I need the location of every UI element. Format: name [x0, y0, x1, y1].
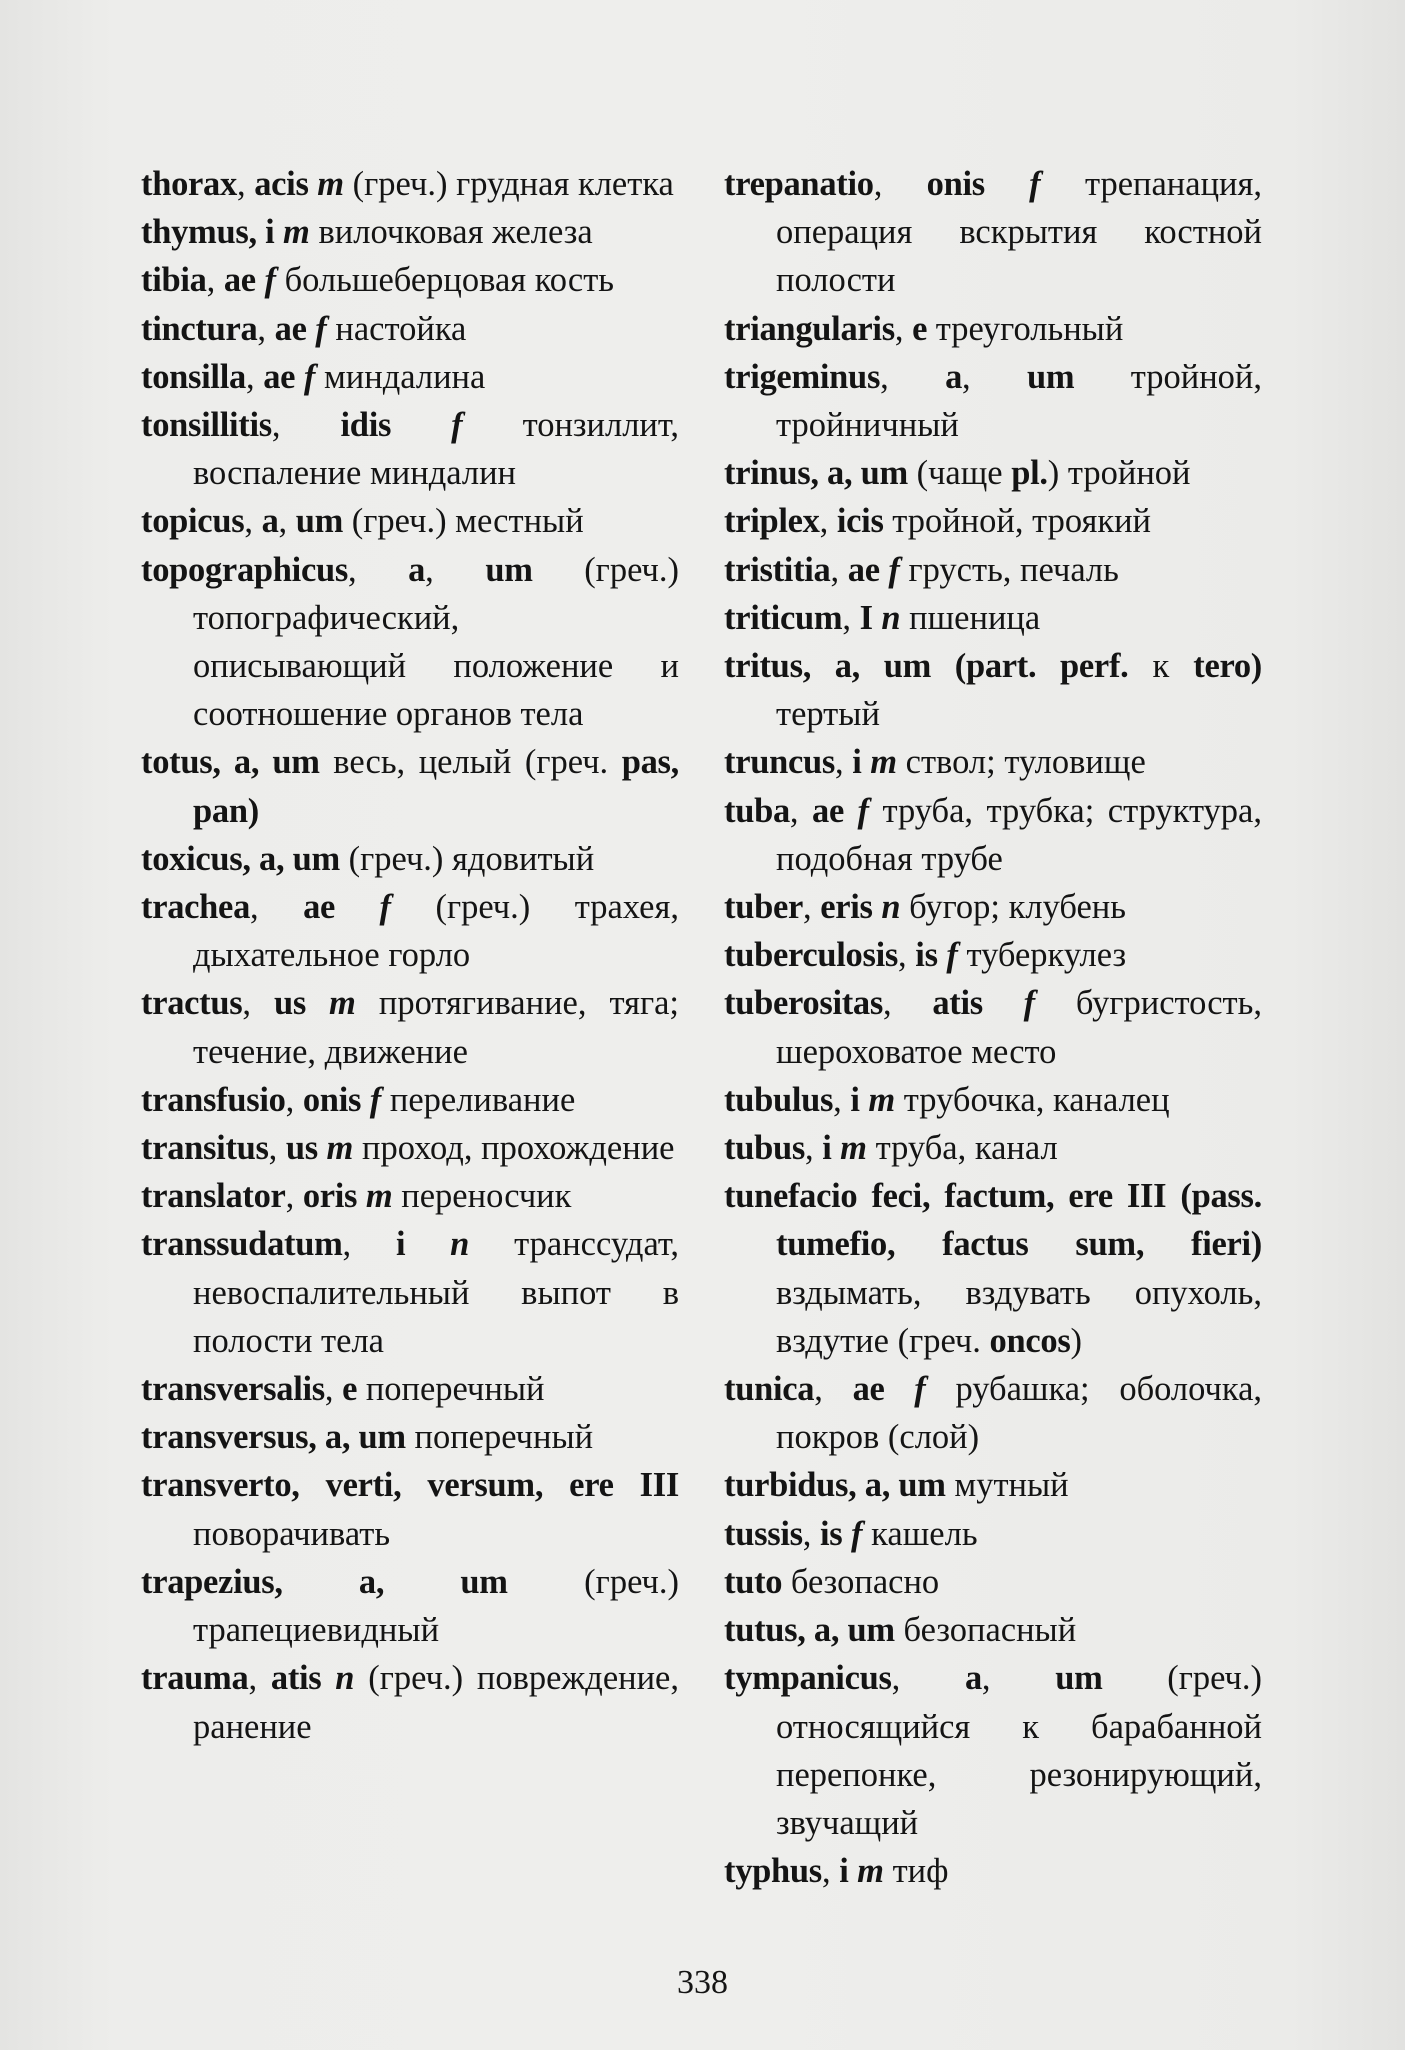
entry-headword: tuberositas [724, 984, 883, 1023]
dictionary-entry [141, 160, 679, 208]
entry-gender-marker: m [840, 1129, 867, 1168]
entry-gender-marker: m [329, 984, 356, 1023]
entry-definition-text: , [880, 357, 946, 396]
entry-definition-text: мутный [945, 1466, 1069, 1505]
entry-definition-text: , [814, 1370, 853, 1409]
entry-definition-text: (греч.) ядовитый [339, 839, 595, 878]
dictionary-entry [724, 1172, 1262, 1365]
entry-headword: tritus, a, um (part. perf. [724, 647, 1129, 686]
dictionary-entry [724, 931, 1262, 979]
entry-headword: acis [254, 165, 309, 203]
entry-headword: is [915, 936, 938, 975]
entry-headword: tibia [141, 261, 207, 300]
entry-gender-marker: f [851, 1514, 863, 1553]
entry-headword: trachea [141, 888, 251, 927]
entry-headword: ae [223, 261, 256, 300]
entry-definition-text: труба, трубка; структура, подобная трубе [776, 791, 1262, 878]
entry-definition-text: (греч.) местный [343, 502, 584, 541]
entry-headword: trauma [141, 1659, 249, 1698]
entry-definition-text: поперечный [357, 1370, 545, 1409]
dictionary-entry [724, 497, 1262, 545]
entry-definition-text [309, 165, 318, 203]
entry-headword: tinctura [141, 309, 258, 348]
entry-headword: a [261, 502, 279, 541]
dictionary-entry [141, 883, 679, 979]
entry-headword: tuber [724, 888, 803, 927]
entry-headword: transitus [141, 1129, 269, 1168]
dictionary-entry [724, 1654, 1262, 1847]
dictionary-entry [141, 1654, 679, 1750]
dictionary-entry [141, 353, 679, 401]
entry-headword: thorax [141, 165, 237, 203]
entry-gender-marker: m [317, 165, 345, 203]
entry-headword: ae [847, 550, 880, 589]
entry-headword: pas, pan) [193, 743, 679, 830]
entry-definition-text: , [342, 1225, 396, 1264]
dictionary-entry [724, 1365, 1262, 1461]
entry-headword: tympanicus [724, 1659, 892, 1698]
entry-definition-text: бугор; клубень [900, 888, 1126, 927]
entry-headword: transverto, verti, versum, ere III [141, 1466, 679, 1505]
entry-definition-text [357, 1177, 366, 1215]
entry-headword: atis [270, 1659, 322, 1698]
entry-definition-text: грусть, печаль [899, 550, 1119, 589]
entry-headword: um [1027, 357, 1075, 396]
entry-definition-text: ) тройной [1047, 454, 1191, 493]
entry-gender-marker: f [946, 936, 958, 975]
entry-definition-text: , [802, 1514, 820, 1553]
entry-definition-text: , [248, 1659, 271, 1698]
entry-gender-marker: n [881, 598, 901, 637]
entry-definition-text [985, 165, 1029, 203]
entry-gender-marker: f [303, 357, 316, 396]
dictionary-entry [141, 835, 679, 883]
entry-headword: triticum [724, 598, 843, 637]
entry-headword: topicus [141, 502, 245, 541]
entry-definition-text: (греч.) относящийся к барабанной перепонке, резонирующий, звучащий [776, 1659, 1263, 1842]
entry-definition-text: (греч.) повреждение, ранение [193, 1659, 679, 1746]
entry-definition-text: весь, целый (греч. [319, 743, 622, 782]
dictionary-entry [724, 1124, 1262, 1172]
dictionary-entry [724, 546, 1262, 594]
dictionary-entry [724, 305, 1262, 353]
dictionary-entry [724, 738, 1262, 786]
dictionary-entry [724, 160, 1262, 305]
entry-gender-marker: m [870, 743, 898, 782]
entry-headword: thymus, i [141, 213, 275, 252]
entry-definition-text [307, 310, 316, 348]
entry-definition-text: тертый [776, 695, 880, 734]
entry-definition-text: треугольный [927, 309, 1124, 348]
entry-definition-text: , [285, 1177, 303, 1216]
entry-definition-text [885, 1370, 915, 1408]
dictionary-entry [724, 353, 1262, 449]
entry-headword: i [852, 743, 862, 782]
entry-definition-text: , [898, 936, 916, 975]
entry-gender-marker: f [264, 261, 276, 300]
dictionary-entry [141, 1461, 679, 1557]
entry-definition-text [335, 888, 379, 926]
entry-headword: atis [932, 984, 983, 1023]
entry-definition-text: , [250, 888, 304, 927]
entry-headword: oncos [989, 1321, 1071, 1360]
entry-definition-text: вздымать, вздувать опухоль, вздутие (греч. [776, 1273, 1262, 1360]
entry-headword: trinus, a, um [724, 454, 908, 493]
dictionary-entry [724, 1510, 1262, 1558]
entry-gender-marker: m [365, 1177, 393, 1216]
entry-gender-marker: m [857, 1852, 884, 1891]
entry-headword: typhus [724, 1852, 822, 1891]
entry-definition-text: , [821, 1852, 840, 1891]
entry-definition-text: , [278, 502, 296, 541]
entry-definition-text: , [830, 550, 848, 589]
entry-definition-text: ствол; туловище [897, 743, 1146, 782]
entry-definition-text [321, 1659, 335, 1697]
entry-gender-marker: f [1023, 984, 1036, 1023]
dictionary-entry [724, 787, 1262, 883]
dictionary-entry [724, 883, 1262, 931]
entry-definition-text: тройной, тройничный [776, 357, 1262, 445]
entry-headword: um [1055, 1659, 1103, 1698]
entry-headword: tussis [724, 1514, 803, 1553]
entry-definition-text: бугристость, шероховатое место [776, 984, 1262, 1071]
left-column [141, 160, 679, 1751]
entry-headword: onis [302, 1080, 362, 1119]
dictionary-entry [724, 1847, 1262, 1895]
entry-definition-text [983, 984, 1024, 1022]
entry-headword: i [839, 1852, 849, 1891]
entry-headword: tuba [724, 791, 790, 830]
entry-definition-text [405, 1225, 450, 1263]
entry-headword: tuberculosis [724, 936, 899, 975]
entry-gender-marker: n [881, 888, 901, 927]
entry-definition-text: , [789, 791, 813, 830]
entry-definition-text: , [285, 1080, 303, 1119]
entry-definition-text: , [883, 984, 933, 1023]
entry-definition-text: безопасный [894, 1611, 1077, 1650]
entry-definition-text: тройной, троякий [883, 502, 1152, 541]
entry-headword: trepanatio [724, 165, 874, 203]
dictionary-entry [141, 1124, 679, 1172]
entry-headword: us [274, 984, 307, 1023]
entry-definition-text: , [268, 1129, 286, 1168]
entry-definition-text: , [819, 502, 837, 541]
entry-headword: a [945, 357, 963, 396]
entry-definition-text: туберкулез [957, 936, 1127, 975]
dictionary-entry [141, 1172, 679, 1220]
dictionary-entry [141, 546, 679, 739]
entry-gender-marker: m [283, 213, 310, 252]
entry-headword: transsudatum [141, 1225, 343, 1264]
entry-headword: totus, a, um [141, 743, 320, 782]
entry-headword: eris [820, 888, 873, 927]
entry-headword: ae [274, 309, 307, 348]
entry-definition-text: поворачивать [193, 1514, 391, 1553]
entry-definition-text: (греч.) трахея, дыхательное горло [193, 888, 679, 975]
dictionary-entry [724, 642, 1262, 738]
entry-definition-text: , [347, 550, 409, 589]
entry-headword: transversus, a, um [141, 1418, 406, 1457]
entry-definition-text: , [244, 502, 262, 541]
entry-headword: onis [926, 165, 985, 203]
entry-definition-text: , [891, 1659, 965, 1698]
entry-definition-text: трепанация, операция вскрытия костной полости [776, 165, 1262, 300]
entry-definition-text: проход, прохождение [353, 1129, 675, 1168]
entry-definition-text [848, 1852, 857, 1890]
entry-headword: i [396, 1225, 406, 1264]
entry-headword: tutus, a, um [724, 1611, 895, 1650]
entry-definition-text: труба, канал [867, 1129, 1058, 1168]
entry-definition-text: пшеница [900, 598, 1041, 637]
entry-definition-text: переливание [381, 1080, 576, 1119]
entry-headword: tunefacio feci, factum, ere III (pass. tumefio, factus sum, fieri) [724, 1177, 1262, 1264]
dictionary-entry [141, 1413, 679, 1461]
entry-headword: tubus [724, 1129, 805, 1168]
entry-headword: i [822, 1129, 832, 1168]
entry-definition-text: , [804, 1129, 823, 1168]
dictionary-entry [724, 1461, 1262, 1509]
dictionary-entry [141, 305, 679, 353]
entry-headword: a [408, 550, 426, 589]
dictionary-entry [141, 497, 679, 545]
entry-definition-text: переносчик [392, 1177, 572, 1216]
dictionary-entry [141, 979, 679, 1075]
dictionary-entry [724, 1076, 1262, 1124]
entry-gender-marker: f [315, 309, 327, 348]
entry-definition-text: , [242, 984, 274, 1023]
dictionary-entry [141, 1558, 679, 1654]
entry-gender-marker: f [914, 1370, 926, 1409]
entry-headword: us [285, 1129, 318, 1168]
entry-definition-text: (греч.) топографический, описывающий положение и соотношение органов тела [193, 550, 680, 734]
entry-headword: e [342, 1370, 358, 1409]
entry-headword: trigeminus [724, 357, 881, 396]
entry-definition-text [318, 1129, 327, 1167]
entry-headword: pl. [1011, 454, 1048, 493]
entry-definition-text: (греч.) грудная клетка [344, 165, 674, 203]
dictionary-entry [141, 256, 679, 304]
entry-headword: tonsillitis [141, 406, 272, 445]
entry-gender-marker: f [451, 406, 463, 445]
entry-gender-marker: f [379, 888, 392, 927]
entry-gender-marker: f [888, 550, 900, 589]
entry-definition-text [842, 1515, 851, 1553]
entry-headword: a [964, 1659, 982, 1698]
entry-definition-text: тиф [883, 1852, 949, 1891]
entry-headword: ae [852, 1370, 885, 1409]
entry-definition-text [832, 1129, 841, 1167]
entry-headword: transversalis [141, 1370, 325, 1409]
entry-headword: tero) [1193, 647, 1262, 686]
entry-headword: tunica [724, 1370, 815, 1409]
entry-headword: tristitia [724, 550, 831, 589]
entry-definition-text: ) [1070, 1321, 1082, 1360]
dictionary-entry [141, 1076, 679, 1124]
entry-definition-text [391, 406, 451, 444]
entry-definition-text: трубочка, каналец [895, 1080, 1170, 1119]
entry-definition-text: , [981, 1659, 1056, 1698]
entry-definition-text: безопасно [782, 1562, 940, 1601]
entry-definition-text: миндалина [315, 357, 486, 396]
entry-definition-text [295, 358, 304, 396]
entry-headword: transfusio [141, 1080, 286, 1119]
entry-headword: idis [340, 406, 392, 445]
entry-definition-text: , [324, 1370, 343, 1409]
entry-gender-marker: m [868, 1080, 896, 1119]
entry-headword: triplex [724, 502, 820, 541]
entry-gender-marker: f [369, 1080, 382, 1119]
right-column [724, 160, 1262, 1895]
entry-definition-text: , [833, 1080, 851, 1119]
entry-definition-text: , [271, 406, 341, 445]
dictionary-entry [724, 1606, 1262, 1654]
entry-headword: turbidus, a, um [724, 1466, 946, 1505]
entry-definition-text: , [894, 309, 913, 348]
dictionary-entry [724, 979, 1262, 1075]
entry-headword: um [485, 550, 533, 589]
entry-definition-text [361, 1081, 370, 1119]
entry-definition-text: протягивание, тяга; течение, движение [193, 984, 680, 1071]
dictionary-entry [141, 401, 679, 497]
entry-definition-text: транссудат, невоспалительный выпот в полости тела [193, 1225, 680, 1360]
entry-definition-text: , [873, 165, 927, 203]
entry-definition-text: , [842, 598, 860, 637]
entry-definition-text: большеберцовая кость [275, 261, 615, 300]
entry-gender-marker: m [326, 1129, 354, 1168]
entry-gender-marker: f [1029, 165, 1041, 203]
entry-headword: tubulus [724, 1080, 834, 1119]
dictionary-entry [724, 594, 1262, 642]
entry-gender-marker: f [857, 791, 869, 830]
entry-headword: um [295, 502, 344, 541]
entry-definition-text [274, 213, 283, 251]
dictionary-entry [724, 449, 1262, 497]
entry-headword: translator [141, 1177, 286, 1216]
entry-headword: tractus [141, 984, 243, 1023]
dictionary-entry [141, 1365, 679, 1413]
entry-definition-text: тонзиллит, воспаление миндалин [193, 406, 680, 493]
entry-definition-text: , [206, 261, 224, 300]
entry-definition-text: поперечный [405, 1418, 594, 1457]
entry-headword: triangularis [724, 309, 895, 348]
dictionary-entry [724, 1558, 1262, 1606]
entry-definition-text: (чаще [907, 454, 1012, 493]
entry-headword: topographicus [141, 550, 348, 589]
entry-definition-text [306, 984, 329, 1022]
page-number: 338 [677, 1964, 728, 2001]
entry-headword: trapezius, a, um [141, 1562, 508, 1601]
entry-headword: is [820, 1514, 843, 1553]
entry-definition-text: , [425, 550, 486, 589]
entry-definition-text: , [835, 743, 853, 782]
dictionary-entry [141, 738, 679, 834]
entry-headword: e [912, 309, 928, 348]
entry-headword: ae [263, 357, 296, 396]
entry-headword: ae [812, 791, 844, 830]
entry-headword: tuto [724, 1562, 783, 1601]
entry-definition-text: , [245, 357, 264, 396]
entry-definition-text: рубашка; оболочка, покров (слой) [776, 1370, 1263, 1457]
entry-definition-text: настойка [326, 309, 467, 348]
entry-definition-text: к [1128, 647, 1194, 686]
entry-headword: I [859, 598, 873, 637]
entry-definition-text: (греч.) трапециевидный [193, 1562, 679, 1650]
dictionary-entry [141, 208, 679, 256]
entry-headword: truncus [724, 743, 836, 782]
entry-gender-marker: n [450, 1225, 470, 1264]
entry-definition-text: , [257, 309, 275, 348]
entry-definition-text: , [962, 357, 1028, 396]
entry-headword: i [850, 1080, 860, 1119]
entry-definition-text: , [803, 888, 821, 927]
entry-definition-text [862, 743, 871, 781]
entry-definition-text: , [236, 165, 255, 203]
dictionary-entry [141, 1220, 679, 1365]
entry-headword: icis [836, 502, 884, 541]
entry-headword: tonsilla [141, 357, 246, 396]
entry-headword: toxicus, a, um [141, 839, 340, 878]
entry-headword: ae [303, 888, 336, 927]
entry-gender-marker: n [335, 1659, 355, 1698]
entry-definition-text: кашель [862, 1514, 978, 1553]
entry-definition-text [844, 792, 857, 830]
entry-headword: oris [302, 1177, 358, 1216]
entry-definition-text: вилочковая железа [309, 213, 593, 252]
